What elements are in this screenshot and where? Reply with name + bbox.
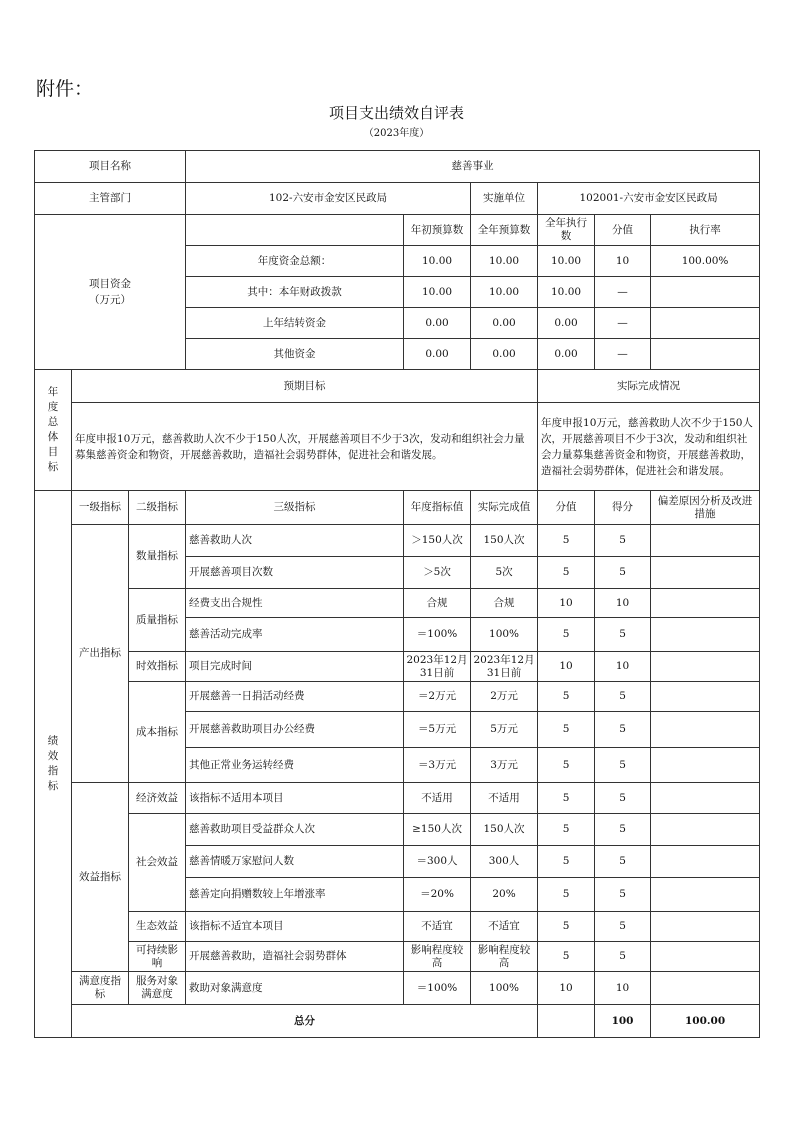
- indicator-name: 开展慈善一日捐活动经费: [186, 682, 404, 712]
- funds-row-executed: 0.00: [538, 308, 595, 339]
- indicator-name: 经费支出合规性: [186, 589, 404, 618]
- level2-ecological: 生态效益: [129, 912, 186, 942]
- funds-row-executed: 10.00: [538, 277, 595, 308]
- indicator-name: 该指标不适宜本项目: [186, 912, 404, 942]
- attachment-label: 附件：: [36, 78, 94, 100]
- indicator-value: 10: [538, 589, 595, 618]
- funds-header-rate: 执行率: [651, 215, 760, 246]
- funds-row-label: 年度资金总额：: [186, 246, 404, 277]
- indicators-header-row: [35, 491, 760, 525]
- project-name-value: 慈善事业: [186, 151, 760, 183]
- level2-timeliness: 时效指标: [129, 652, 186, 682]
- indicator-target: ＞150人次: [404, 525, 471, 557]
- funds-row-label: 其中：本年财政拨款: [186, 277, 404, 308]
- indicator-name: 开展慈善救助，造福社会弱势群体: [186, 942, 404, 972]
- indicator-row: [35, 652, 760, 682]
- indicator-value: 5: [538, 846, 595, 878]
- indicator-deviation: [651, 557, 760, 589]
- indicator-score: 5: [595, 783, 651, 814]
- indicator-actual: 150人次: [471, 525, 538, 557]
- total-score: 100.00: [651, 1005, 760, 1038]
- indicator-name: 开展慈善救助项目办公经费: [186, 712, 404, 748]
- department-row: [35, 183, 760, 215]
- goals-actual-label: 实际完成情况: [538, 370, 760, 403]
- indicator-score: 5: [595, 942, 651, 972]
- indicator-deviation: [651, 618, 760, 652]
- funds-row-score-value: —: [595, 339, 651, 370]
- funds-row-score-value: 10: [595, 246, 651, 277]
- indicator-actual: 影响程度较高: [471, 942, 538, 972]
- indicator-name: 慈善定向捐赠数较上年增涨率: [186, 878, 404, 912]
- funds-row-initial: 10.00: [404, 277, 471, 308]
- indicator-value: 5: [538, 682, 595, 712]
- funds-header-executed: 全年执行数: [538, 215, 595, 246]
- indicator-target: ＝100%: [404, 618, 471, 652]
- indicator-value: 5: [538, 748, 595, 783]
- goals-header-row: [35, 370, 760, 403]
- indicator-row: [35, 972, 760, 1005]
- funds-row-annual: 10.00: [471, 246, 538, 277]
- indicator-deviation: [651, 748, 760, 783]
- funds-header-score-value: 分值: [595, 215, 651, 246]
- header-level3: 三级指标: [186, 491, 404, 525]
- goals-label: [35, 370, 72, 491]
- funds-row-score-value: —: [595, 308, 651, 339]
- indicator-value: 5: [538, 878, 595, 912]
- indicator-actual: 3万元: [471, 748, 538, 783]
- indicator-value: 5: [538, 525, 595, 557]
- funds-row-initial: 0.00: [404, 308, 471, 339]
- indicator-deviation: [651, 846, 760, 878]
- funds-header-initial: 年初预算数: [404, 215, 471, 246]
- indicator-name: 救助对象满意度: [186, 972, 404, 1005]
- indicator-target: ＝5万元: [404, 712, 471, 748]
- header-score: 得分: [595, 491, 651, 525]
- indicator-score: 5: [595, 814, 651, 846]
- funds-row-score-value: —: [595, 277, 651, 308]
- indicator-target: 影响程度较高: [404, 942, 471, 972]
- indicator-target: 合规: [404, 589, 471, 618]
- indicator-target: 不适用: [404, 783, 471, 814]
- level2-social: 社会效益: [129, 814, 186, 912]
- level1-satisfaction: 满意度指标: [72, 972, 129, 1005]
- indicator-score: 5: [595, 846, 651, 878]
- funds-row-annual: 0.00: [471, 308, 538, 339]
- indicator-actual: 5次: [471, 557, 538, 589]
- header-actual: 实际完成值: [471, 491, 538, 525]
- project-name-label: 项目名称: [35, 151, 186, 183]
- funds-row-rate: [651, 339, 760, 370]
- indicator-score: 10: [595, 652, 651, 682]
- goals-expected-label: 预期目标: [72, 370, 538, 403]
- indicator-actual: 不适用: [471, 783, 538, 814]
- indicator-deviation: [651, 814, 760, 846]
- indicator-target: ≥150人次: [404, 814, 471, 846]
- indicator-deviation: [651, 912, 760, 942]
- funds-row-executed: 0.00: [538, 339, 595, 370]
- indicators-label: [35, 491, 72, 1038]
- page-title: 项目支出绩效自评表: [328, 104, 464, 122]
- header-deviation: 偏差原因分析及改进措施: [651, 491, 760, 525]
- goals-label-text: 年 度 总 体 目 标: [47, 386, 59, 473]
- header-value: 分值: [538, 491, 595, 525]
- indicator-actual: 合规: [471, 589, 538, 618]
- indicator-score: 5: [595, 525, 651, 557]
- indicator-target: 不适宜: [404, 912, 471, 942]
- indicator-target: ＞5次: [404, 557, 471, 589]
- funds-row-rate: [651, 277, 760, 308]
- indicator-target: ＝300人: [404, 846, 471, 878]
- goals-content-row: [35, 403, 760, 491]
- level1-benefit: 效益指标: [72, 783, 129, 972]
- indicator-row: [35, 814, 760, 846]
- goals-actual-text: 年度申报10万元，慈善救助人次不少于150人次，开展慈善项目不少于3次，发动和组织社会力量募集慈善资金和物资，开展慈善救助，造福社会弱势群体，促进社会和谐发展。: [538, 403, 760, 491]
- funds-row-annual: 0.00: [471, 339, 538, 370]
- indicator-actual: 20%: [471, 878, 538, 912]
- indicator-target: ＝20%: [404, 878, 471, 912]
- indicator-row: [35, 682, 760, 712]
- funds-label-text: 项目资金 （万元）: [89, 278, 132, 306]
- total-blank: [538, 1005, 595, 1038]
- indicator-target: ＝2万元: [404, 682, 471, 712]
- level2-cost: 成本指标: [129, 682, 186, 783]
- indicator-score: 5: [595, 557, 651, 589]
- funds-row-executed: 10.00: [538, 246, 595, 277]
- funds-label: [35, 215, 186, 370]
- page-subtitle: （2023年度）: [363, 128, 430, 139]
- unit-value: 102001-六安市金安区民政局: [538, 183, 760, 215]
- indicator-value: 5: [538, 814, 595, 846]
- indicator-value: 5: [538, 712, 595, 748]
- indicator-score: 10: [595, 972, 651, 1005]
- level2-service-satisfaction: 服务对象满意度: [129, 972, 186, 1005]
- indicator-deviation: [651, 525, 760, 557]
- indicator-deviation: [651, 589, 760, 618]
- indicator-deviation: [651, 712, 760, 748]
- level2-quantity: 数量指标: [129, 525, 186, 589]
- funds-header-annual: 全年预算数: [471, 215, 538, 246]
- indicator-actual: 不适宜: [471, 912, 538, 942]
- indicator-row: [35, 942, 760, 972]
- indicator-row: [35, 589, 760, 618]
- level2-quality: 质量指标: [129, 589, 186, 652]
- indicator-target: ＝3万元: [404, 748, 471, 783]
- funds-row-label: 上年结转资金: [186, 308, 404, 339]
- indicator-deviation: [651, 942, 760, 972]
- indicator-deviation: [651, 878, 760, 912]
- header-level2: 二级指标: [129, 491, 186, 525]
- unit-label: 实施单位: [471, 183, 538, 215]
- evaluation-table: [34, 150, 760, 1038]
- indicator-actual: 150人次: [471, 814, 538, 846]
- indicator-target: ＝100%: [404, 972, 471, 1005]
- level2-sustainable: 可持续影响: [129, 942, 186, 972]
- funds-row-initial: 0.00: [404, 339, 471, 370]
- indicator-score: 5: [595, 878, 651, 912]
- indicator-name: 该指标不适用本项目: [186, 783, 404, 814]
- indicator-value: 10: [538, 652, 595, 682]
- indicators-label-text: 绩 效 指 标: [47, 735, 59, 792]
- indicator-row: [35, 525, 760, 557]
- indicator-name: 其他正常业务运转经费: [186, 748, 404, 783]
- total-value: 100: [595, 1005, 651, 1038]
- indicator-actual: 5万元: [471, 712, 538, 748]
- level2-economic: 经济效益: [129, 783, 186, 814]
- indicator-actual: 300人: [471, 846, 538, 878]
- indicator-deviation: [651, 972, 760, 1005]
- total-row: [35, 1005, 760, 1038]
- indicator-score: 5: [595, 748, 651, 783]
- indicator-deviation: [651, 682, 760, 712]
- funds-header-row: [35, 215, 760, 246]
- total-label: 总分: [72, 1005, 538, 1038]
- funds-row-initial: 10.00: [404, 246, 471, 277]
- dept-label: 主管部门: [35, 183, 186, 215]
- indicator-value: 5: [538, 618, 595, 652]
- indicator-row: [35, 912, 760, 942]
- indicator-row: [35, 783, 760, 814]
- indicator-deviation: [651, 652, 760, 682]
- indicator-value: 5: [538, 783, 595, 814]
- dept-value: 102-六安市金安区民政局: [186, 183, 471, 215]
- indicator-actual: 2万元: [471, 682, 538, 712]
- indicator-value: 5: [538, 912, 595, 942]
- funds-row-rate: [651, 308, 760, 339]
- indicator-score: 5: [595, 712, 651, 748]
- indicator-score: 10: [595, 589, 651, 618]
- indicator-score: 5: [595, 912, 651, 942]
- funds-row-rate: 100.00%: [651, 246, 760, 277]
- indicator-value: 10: [538, 972, 595, 1005]
- indicator-name: 开展慈善项目次数: [186, 557, 404, 589]
- indicator-deviation: [651, 783, 760, 814]
- funds-row-label: 其他资金: [186, 339, 404, 370]
- goals-expected-text: 年度申报10万元，慈善救助人次不少于150人次，开展慈善项目不少于3次，发动和组织社会力量募集慈善资金和物资，开展慈善救助，造福社会弱势群体，促进社会和谐发展。: [72, 403, 538, 491]
- indicator-name: 项目完成时间: [186, 652, 404, 682]
- level1-output: 产出指标: [72, 525, 129, 783]
- indicator-score: 5: [595, 618, 651, 652]
- header-target: 年度指标值: [404, 491, 471, 525]
- indicator-name: 慈善情暖万家慰问人数: [186, 846, 404, 878]
- indicator-actual: 2023年12月31日前: [471, 652, 538, 682]
- indicator-name: 慈善活动完成率: [186, 618, 404, 652]
- header-level1: 一级指标: [72, 491, 129, 525]
- indicator-name: 慈善救助项目受益群众人次: [186, 814, 404, 846]
- project-name-row: [35, 151, 760, 183]
- indicator-score: 5: [595, 682, 651, 712]
- indicator-actual: 100%: [471, 618, 538, 652]
- indicator-name: 慈善救助人次: [186, 525, 404, 557]
- funds-row-annual: 10.00: [471, 277, 538, 308]
- funds-header-blank: [186, 215, 404, 246]
- indicator-value: 5: [538, 557, 595, 589]
- indicator-actual: 100%: [471, 972, 538, 1005]
- indicator-target: 2023年12月31日前: [404, 652, 471, 682]
- indicator-value: 5: [538, 942, 595, 972]
